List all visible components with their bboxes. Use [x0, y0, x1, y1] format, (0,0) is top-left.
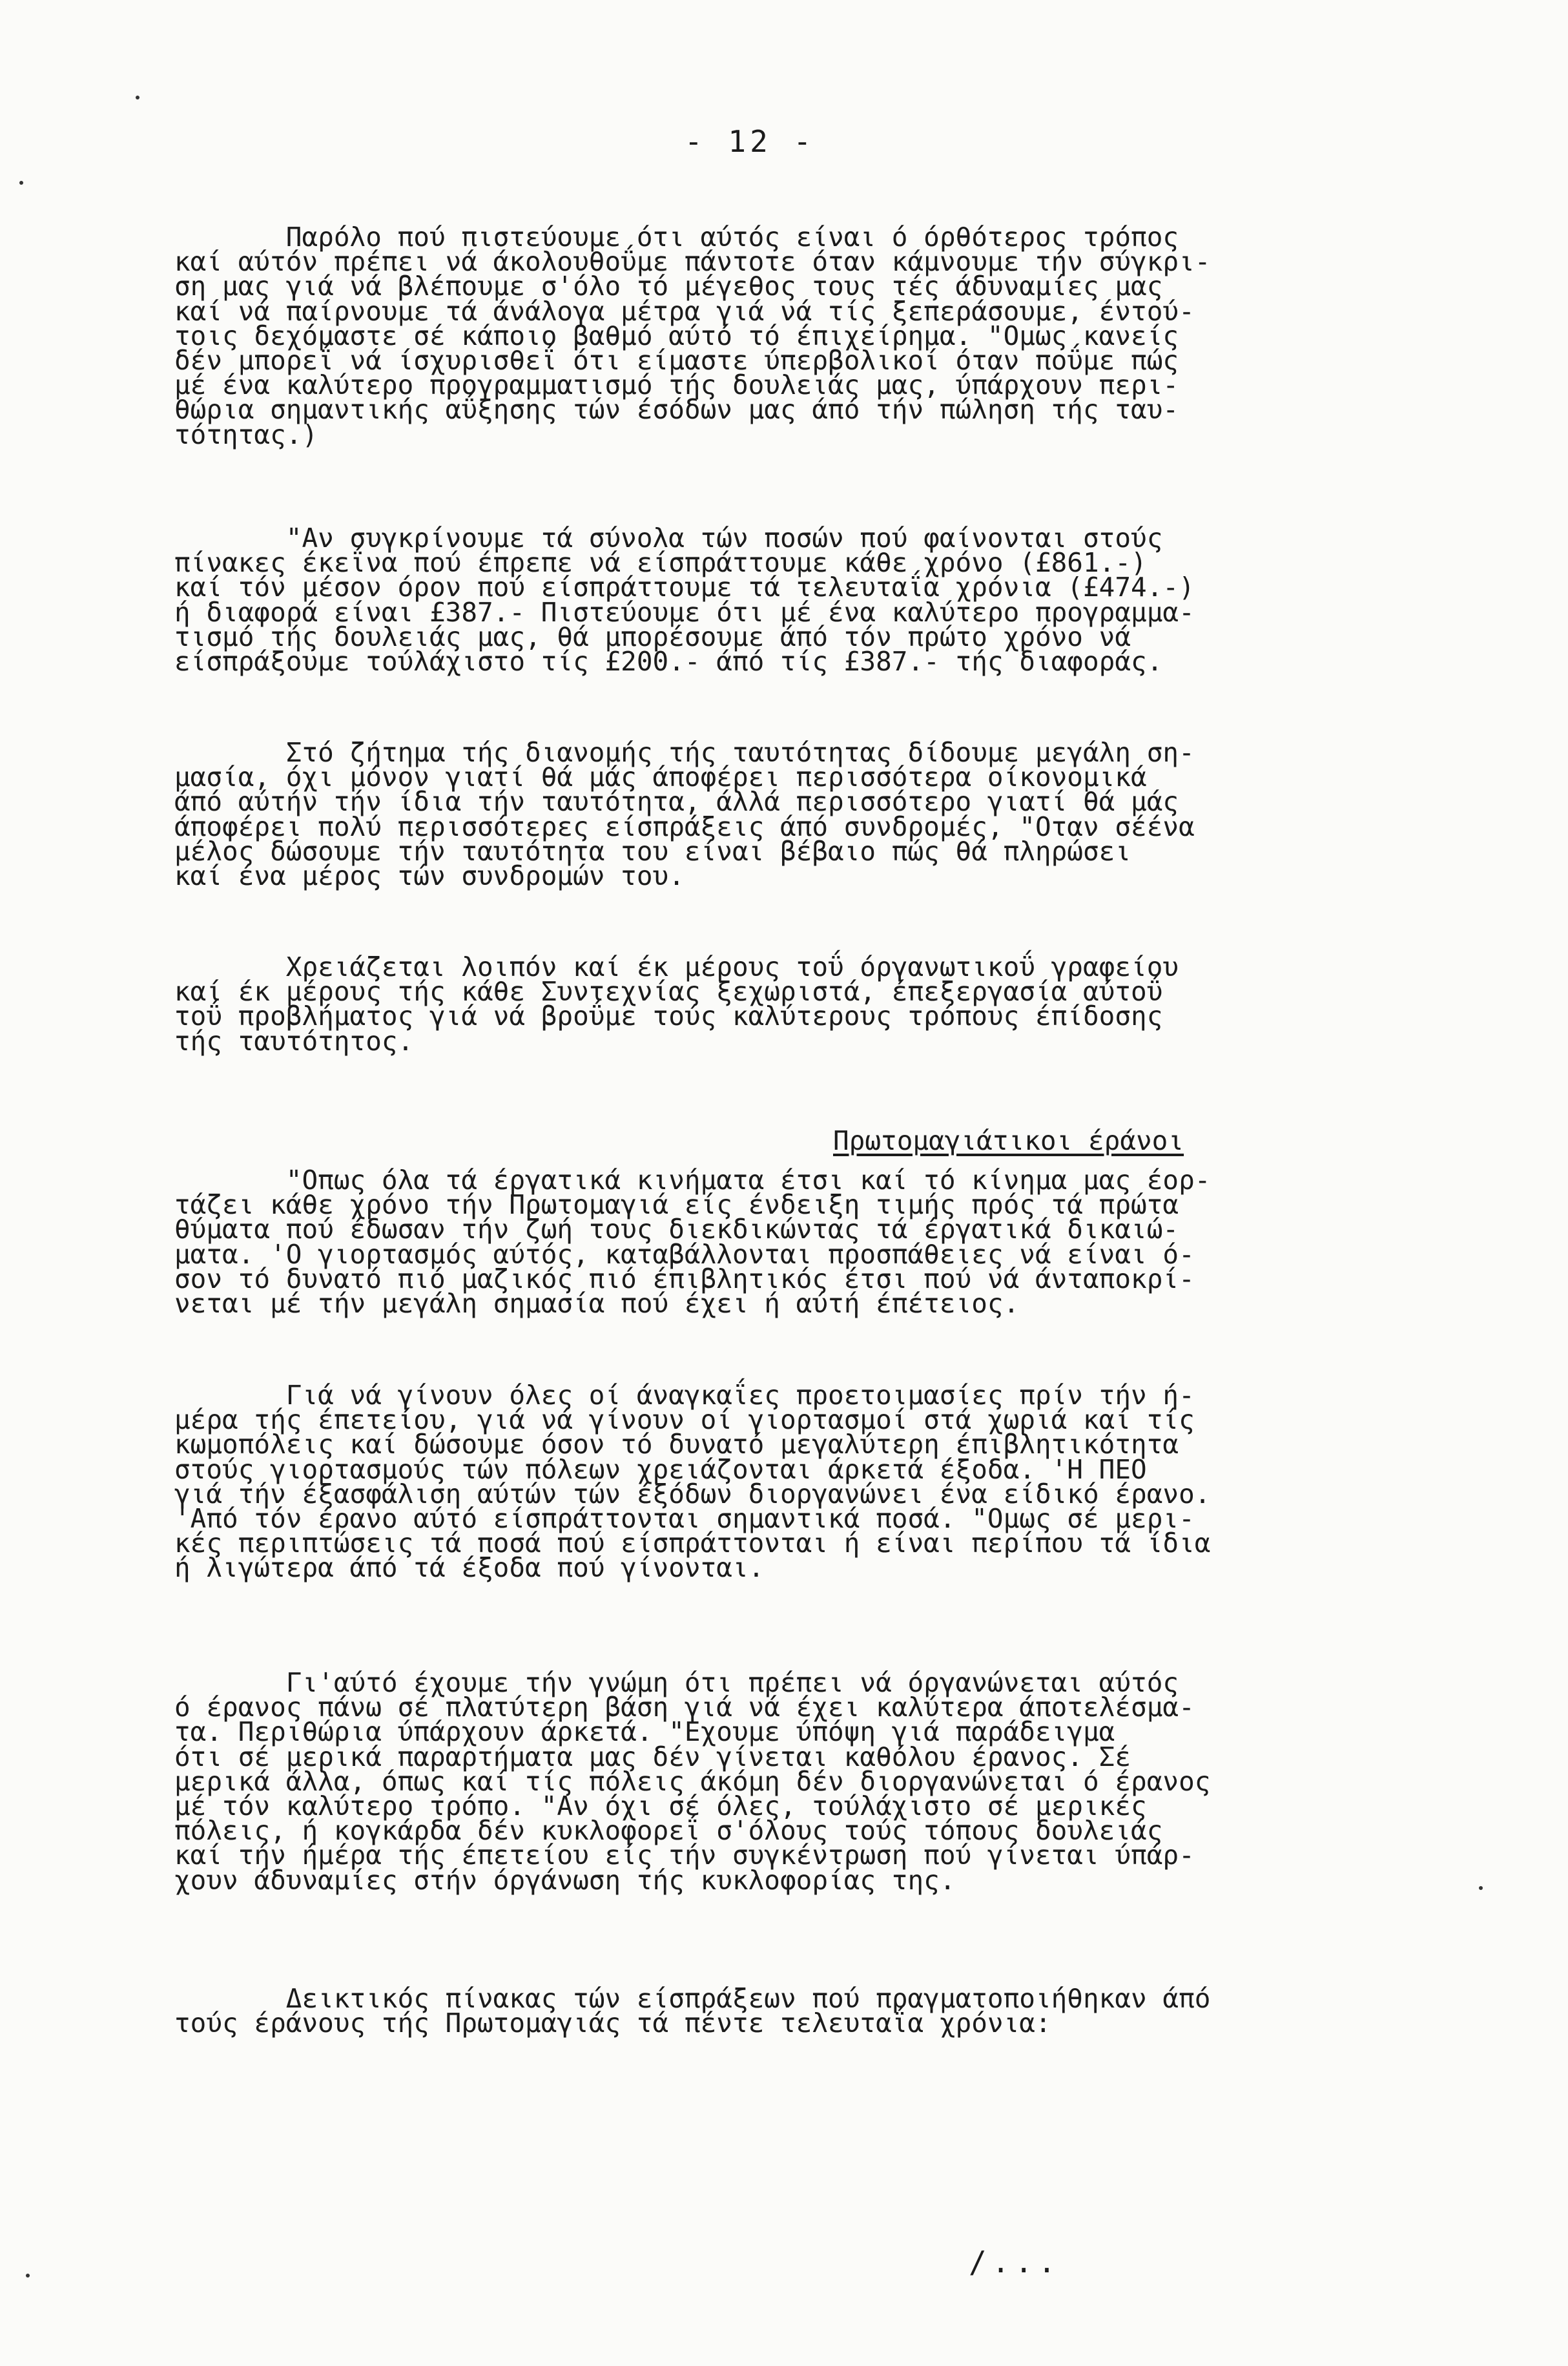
text-line: άποφέρει πολύ περισσότερες είσπράξεις άπό συνδρομές, "Οταν σέένα [174, 811, 1195, 842]
paragraph-4 [174, 951, 1179, 1057]
text-line: θώρια σημαντικής αΰξησης τών έσόδων μας άπό τήν πώληση τής ταυ- [174, 394, 1179, 426]
text-line: ό έρανος πάνω σέ πλατύτερη βάση γιά νά έχει καλύτερα άποτελέσμα- [174, 1692, 1195, 1723]
text-line: μέ ένα καλύτερο προγραμματισμό τής δουλειάς μας, ύπάρχουν περι- [174, 369, 1179, 401]
text-line: Χρειάζεται λοιπόν καί έκ μέρους τοΰ όργανωτικοΰ γραφείου [174, 951, 1179, 982]
text-line: πόλεις, ή κογκάρδα δέν κυκλοφορεΐ σ'όλους τούς τόπους δουλειάς [174, 1815, 1163, 1847]
text-line: χουν άδυναμίες στήν όργάνωση τής κυκλοφορίας της. [174, 1864, 956, 1896]
text-line: κωμοπόλεις καί δώσουμε όσον τό δυνατό μεγαλύτερη έπιβλητικότητα [174, 1429, 1179, 1460]
text-line: μέλος δώσουμε τήν ταυτότητα του είναι βέβαιο πώς θά πληρώσει [174, 835, 1131, 867]
paragraph-3 [174, 737, 1195, 891]
text-line: ότι σέ μερικά παραρτήματα μας δέν γίνεται καθόλου έρανος. Σέ [174, 1741, 1131, 1772]
text-line: Στό ζήτημα τής διανομής τής ταυτότητας δίδουμε μεγάλη ση- [174, 737, 1195, 768]
text-line: δέν μπορεΐ νά ίσχυρισθεΐ ότι είμαστε ύπερβολικοί όταν ποΰμε πώς [174, 344, 1179, 376]
text-line: καί νά παίρνουμε τά άνάλογα μέτρα γιά νά τίς ξεπεράσουμε, έντού- [174, 295, 1195, 327]
scan-speck [19, 181, 23, 185]
text-line: μασία, όχι μόνον γιατί θά μάς άποφέρει περισσότερα οίκονομικά [174, 762, 1147, 793]
text-line: Παρόλο πού πιστεύουμε ότι αύτός είναι ό όρθότερος τρόπος [174, 222, 1179, 253]
text-line: τα. Περιθώρια ύπάρχουν άρκετά. "Εχουμε ύπόψη γιά παράδειγμα [174, 1716, 1115, 1748]
paragraph-8 [174, 1983, 1211, 2039]
text-line: 'Από τόν έρανο αύτό είσπράττονται σημαντικά ποσά. "Ομως σέ μερι- [174, 1502, 1195, 1534]
text-line: ση μας γιά νά βλέπουμε σ'όλο τό μέγεθος τους τές άδυναμίες μας [174, 271, 1163, 302]
text-line: μέ τόν καλύτερο τρόπο. "Αν όχι σέ όλες, τούλάχιστο σέ μερικές [174, 1790, 1147, 1821]
text-line: ή διαφορά είναι £387.- Πιστεύουμε ότι μέ ένα καλύτερο προγραμμα- [174, 596, 1195, 628]
text-line: τοΰ προβλήματος γιά νά βροΰμε τούς καλύτερους τρόπους έπίδοσης [174, 1001, 1163, 1032]
text-line: τούς έράνους τής Πρωτομαγιάς τά πέντε τελευταΐα χρόνια: [174, 2008, 1051, 2039]
text-line: κές περιπτώσεις τά ποσά πού είσπράττονται ή είναι περίπου τά ίδια [174, 1528, 1211, 1559]
paragraph-2 [174, 523, 1195, 677]
paragraph-1 [174, 222, 1211, 450]
page-number: - 12 - [685, 124, 816, 159]
text-line: "Αν συγκρίνουμε τά σύνολα τών ποσών πού φαίνονται στούς [174, 523, 1163, 554]
paragraph-7 [174, 1667, 1211, 1896]
text-line: καί τόν μέσον όρον πού είσπράττουμε τά τελευταΐα χρόνια (£474.-) [174, 572, 1195, 603]
text-line: θύματα πού έδωσαν τήν ζωή τους διεκδικώντας τά έργατικά δικαιώ- [174, 1214, 1179, 1245]
text-line: καί τήν ήμέρα τής έπετείου είς τήν συγκέντρωση πού γίνεται ύπάρ- [174, 1840, 1195, 1871]
text-line: τότητας.) [174, 419, 318, 450]
text-line: τής ταυτότητος. [174, 1025, 414, 1057]
text-line: Γι'αύτό έχουμε τήν γνώμη ότι πρέπει νά όργανώνεται αύτός [174, 1667, 1179, 1698]
scan-speck [136, 96, 139, 99]
text-line: είσπράξουμε τούλάχιστο τίς £200.- άπό τίς £387.- τής διαφοράς. [174, 645, 1163, 677]
section-heading: Πρωτομαγιάτικοι έράνοι [833, 1125, 1184, 1156]
text-line: τοις δεχόμαστε σέ κάποιο βαθμό αύτό τό έπιχείρημα. "Ομως κανείς [174, 320, 1179, 351]
text-line: καί έκ μέρους τής κάθε Συντεχνίας ξεχωριστά, έπεξεργασία αύτοΰ [174, 976, 1163, 1008]
text-line: σον τό δυνατό πιό μαζικός πιό έπιβλητικός έτσι πού νά άνταποκρί- [174, 1263, 1195, 1294]
text-line: καί ένα μέρος τών συνδρομών του. [174, 860, 685, 891]
text-line: άπό αύτήν τήν ίδια τήν ταυτότητα, άλλά περισσότερο γιατί θά μάς [174, 786, 1179, 818]
paragraph-6 [174, 1380, 1211, 1584]
text-line: νεται μέ τήν μεγάλη σημασία πού έχει ή αύτή έπέτειος. [174, 1287, 1020, 1319]
text-line: "Οπως όλα τά έργατικά κινήματα έτσι καί τό κίνημα μας έορ- [174, 1165, 1211, 1196]
scan-speck [1479, 1886, 1483, 1890]
text-line: γιά τήν έξασφάλιση αύτών τών έξόδων διοργανώνει ένα είδικό έρανο. [174, 1478, 1211, 1510]
text-line: στούς γιορτασμούς τών πόλεων χρειάζονται άρκετά έξοδα. 'Η ΠΕΟ [174, 1453, 1147, 1485]
text-line: μερικά άλλα, όπως καί τίς πόλεις άκόμη δέν διοργανώνεται ό έρανος [174, 1765, 1211, 1797]
text-line: πίνακες έκεΐνα πού έπρεπε νά είσπράττουμε κάθε χρόνο (£861.-) [174, 547, 1147, 579]
text-line: καί αύτόν πρέπει νά άκολουθοΰμε πάντοτε όταν κάμνουμε τήν σύγκρι- [174, 246, 1211, 278]
paragraph-5 [174, 1165, 1211, 1319]
text-line: Γιά νά γίνουν όλες οί άναγκαΐες προετοιμασίες πρίν τήν ή- [174, 1380, 1195, 1411]
text-line: τισμό τής δουλειάς μας, θά μπορέσουμε άπό τόν πρώτο χρόνο νά [174, 621, 1131, 652]
continuation-mark: /... [969, 2245, 1061, 2279]
text-line: τάζει κάθε χρόνο τήν Πρωτομαγιά είς ένδειξη τιμής πρός τά πρώτα [174, 1189, 1179, 1221]
text-line: μέρα τής έπετείου, γιά νά γίνουν οί γιορτασμοί στά χωριά καί τίς [174, 1404, 1195, 1436]
scan-speck [26, 2274, 30, 2278]
text-line: ή λιγώτερα άπό τά έξοδα πού γίνονται. [174, 1552, 765, 1584]
text-line: ματα. 'Ο γιορτασμός αύτός, καταβάλλονται προσπάθειες νά είναι ό- [174, 1238, 1195, 1270]
text-line: Δεικτικός πίνακας τών είσπράξεων πού πραγματοποιήθηκαν άπό [174, 1983, 1211, 2014]
